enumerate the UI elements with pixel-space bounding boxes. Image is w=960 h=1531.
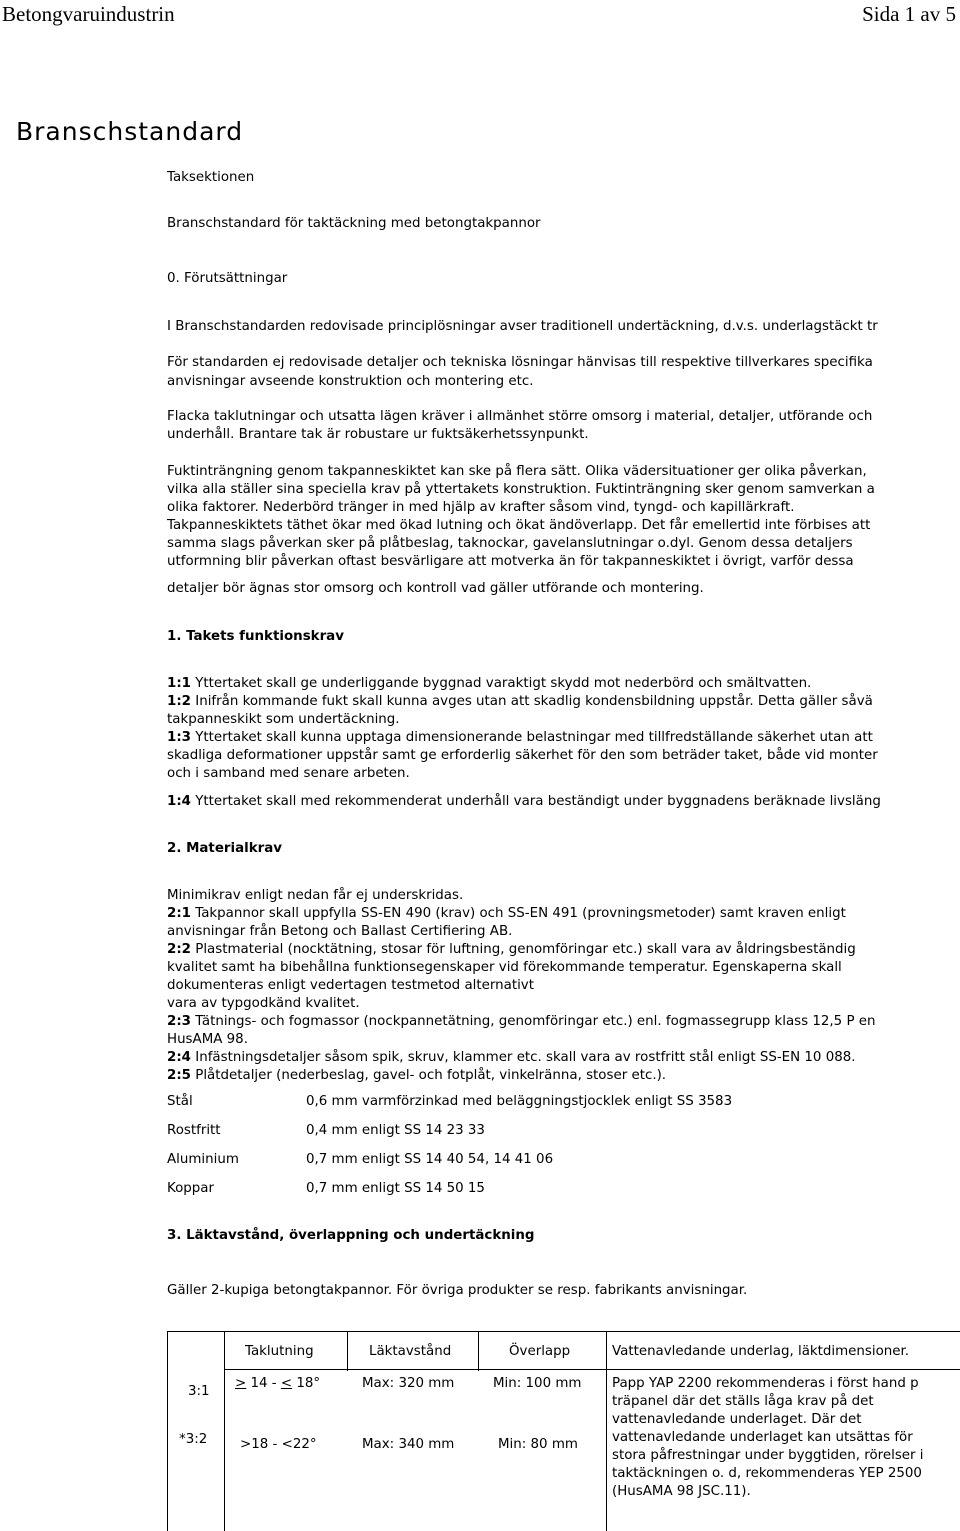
requirement-1-3-cont: skadliga deformationer uppstår samt ge erforderlig säkerhet för den som beträder taket, både vid monter — [167, 748, 878, 763]
table-note-line: stora påfrestningar under byggtiden, rörelser i — [612, 1448, 924, 1463]
material-intro: Minimikrav enligt nedan får ej underskridas. — [167, 888, 464, 903]
material-name: Aluminium — [167, 1152, 239, 1167]
requirement-text: Yttertaket skall ge underliggande byggnad varaktigt skydd mot nederbörd och smältvatten. — [191, 676, 812, 691]
table-row-id: 3:1 — [188, 1384, 210, 1399]
table-cell-overlap: Min: 100 mm — [493, 1376, 582, 1391]
requirement-text: Takpannor skall uppfylla SS-EN 490 (krav) och SS-EN 491 (provningsmetoder) samt kraven enligt — [191, 906, 846, 921]
table-note-line: Papp YAP 2200 rekommenderas i först hand p — [612, 1376, 919, 1391]
heading-0: 0. Förutsättningar — [167, 271, 288, 286]
table-row-id: *3:2 — [179, 1432, 208, 1447]
slope-text: 14 - — [246, 1376, 281, 1391]
material-spec: 0,6 mm varmförzinkad med beläggningstjocklek enligt SS 3583 — [306, 1094, 733, 1109]
requirement-text: Plastmaterial (nocktätning, stosar för luftning, genomföringar etc.) skall vara av åldringsbeständig — [191, 942, 856, 957]
requirement-label: 2:4 — [167, 1050, 191, 1065]
material-spec: 0,7 mm enligt SS 14 50 15 — [306, 1181, 485, 1196]
paragraph-2-line: För standarden ej redovisade detaljer och tekniska lösningar hänvisas till respektive tillverkares specifika — [167, 355, 873, 370]
paragraph-4-line: detaljer bör ägnas stor omsorg och kontroll vad gäller utförande och montering. — [167, 581, 704, 596]
material-2-1 — [167, 905, 846, 923]
paragraph-4-line: Takpanneskiktets täthet ökar med ökad lutning och ökat ändöverlapp. Det får emellertid inte förbises att — [167, 518, 871, 533]
material-2-3 — [167, 1013, 876, 1031]
paragraph-1: I Branschstandarden redovisade principlösningar avser traditionell undertäckning, d.v.s. underlagstäckt tr — [167, 319, 878, 334]
paragraph-2-line: anvisningar avseende konstruktion och montering etc. — [167, 374, 534, 389]
paragraph-3-line: underhåll. Brantare tak är robustare ur fuktsäkerhetssynpunkt. — [167, 427, 589, 442]
doc-subtitle: Branschstandard för taktäckning med betongtakpannor — [167, 216, 541, 231]
requirement-1-3 — [167, 729, 873, 747]
heading-3: 3. Läktavstånd, överlappning och undertäckning — [167, 1228, 535, 1243]
heading-2: 2. Materialkrav — [167, 841, 283, 856]
table-note-line: taktäckningen o. d, rekommenderas YEP 2500 — [612, 1466, 922, 1481]
material-name: Rostfritt — [167, 1123, 221, 1138]
table-border-top — [167, 1331, 960, 1332]
table-note-line: vattenavledande underlaget. Där det — [612, 1412, 862, 1427]
paragraph-4-line: vilka alla ställer sina speciella krav på yttertakets konstruktion. Fuktinträngning sker genom samverkan a — [167, 482, 875, 497]
paragraph-5: Gäller 2-kupiga betongtakpannor. För övriga produkter se resp. fabrikants anvisningar. — [167, 1283, 748, 1298]
doc-title: Branschstandard — [16, 117, 244, 146]
requirement-label: 2:3 — [167, 1014, 191, 1029]
paragraph-4-line: samma slags påverkan sker på plåtbeslag, taknockar, gavelanslutningar o.dyl. Genom dessa detaljers — [167, 536, 853, 551]
material-2-2-cont: dokumenteras enligt vedertagen testmetod alternativt — [167, 978, 534, 993]
requirement-label: 2:2 — [167, 942, 191, 957]
table-header: Läktavstånd — [369, 1344, 452, 1359]
requirement-1-1 — [167, 675, 811, 693]
requirement-label: 1:2 — [167, 694, 191, 709]
table-cell-slope: >18 - <22° — [240, 1437, 317, 1452]
heading-1: 1. Takets funktionskrav — [167, 629, 344, 644]
table-note-line: träpanel där det ställs låga krav på det — [612, 1394, 874, 1409]
table-border-left — [167, 1331, 168, 1531]
requirement-1-2-cont: takpanneskikt som undertäckning. — [167, 712, 400, 727]
material-name: Stål — [167, 1094, 193, 1109]
slope-text: 18° — [292, 1376, 321, 1391]
table-cell-lakt: Max: 320 mm — [362, 1376, 455, 1391]
table-col-divider — [606, 1331, 607, 1531]
requirement-label: 1:4 — [167, 794, 191, 809]
table-note-line: vattenavledande underlaget kan utsättas för — [612, 1430, 913, 1445]
header-page-number: Sida 1 av 5 — [862, 2, 956, 26]
slope-symbol: > — [235, 1376, 247, 1391]
material-spec: 0,4 mm enligt SS 14 23 33 — [306, 1123, 485, 1138]
material-2-2-cont: vara av typgodkänd kvalitet. — [167, 996, 360, 1011]
paragraph-4-line: olika faktorer. Nederbörd tränger in med hjälp av krafter såsom vind, tyngd- och kapillärkraft. — [167, 500, 795, 515]
requirement-1-2 — [167, 693, 873, 711]
table-cell-lakt: Max: 340 mm — [362, 1437, 455, 1452]
requirement-text: Plåtdetaljer (nederbeslag, gavel- och fotplåt, vinkelränna, stoser etc.). — [191, 1068, 667, 1083]
requirement-label: 1:1 — [167, 676, 191, 691]
material-2-2 — [167, 941, 856, 959]
material-2-2-cont: kvalitet samt ha bibehållna funktionsegenskaper vid förekommande temperatur. Egenskaperna skall — [167, 960, 842, 975]
requirement-1-4 — [167, 793, 881, 811]
requirement-text: Yttertaket skall med rekommenderat underhåll vara beständigt under byggnadens beräknade livsläng — [191, 794, 881, 809]
material-2-4 — [167, 1049, 856, 1067]
table-cell-overlap: Min: 80 mm — [498, 1437, 578, 1452]
paragraph-3-line: Flacka taklutningar och utsatta lägen kräver i allmänhet större omsorg i material, detaljer, utförande och — [167, 409, 873, 424]
paragraph-4-line: utformning blir påverkan oftast besvärligare att motverka än för takpanneskiktet i övrigt, varför dessa — [167, 554, 854, 569]
table-col-divider — [224, 1331, 225, 1531]
table-cell-slope — [235, 1376, 320, 1391]
table-header: Överlapp — [509, 1344, 571, 1359]
table-header: Taklutning — [245, 1344, 314, 1359]
header-org: Betongvaruindustrin — [2, 2, 175, 26]
material-2-1-cont: anvisningar från Betong och Ballast Certifiering AB. — [167, 924, 513, 939]
requirement-label: 2:1 — [167, 906, 191, 921]
table-col-divider — [478, 1331, 479, 1371]
material-spec: 0,7 mm enligt SS 14 40 54, 14 41 06 — [306, 1152, 554, 1167]
requirement-1-3-cont: och i samband med senare arbeten. — [167, 766, 410, 781]
requirement-text: Infästningsdetaljer såsom spik, skruv, klammer etc. skall vara av rostfritt stål enligt SS-EN 10 088. — [191, 1050, 856, 1065]
requirement-text: Inifrån kommande fukt skall kunna avges utan att skadlig kondensbildning uppstår. Detta gäller såvä — [191, 694, 873, 709]
material-name: Koppar — [167, 1181, 215, 1196]
section-name: Taksektionen — [167, 170, 255, 185]
table-header-separator — [224, 1369, 960, 1370]
requirement-label: 2:5 — [167, 1068, 191, 1083]
paragraph-4-line: Fuktinträngning genom takpanneskiktet kan ske på flera sätt. Olika vädersituationer ger olika påverkan, — [167, 464, 867, 479]
material-2-5 — [167, 1067, 666, 1085]
table-col-divider — [347, 1331, 348, 1371]
requirement-text: Tätnings- och fogmassor (nockpannetätning, genomföringar etc.) enl. fogmassegrupp klass 12,5 P en — [191, 1014, 876, 1029]
table-note-line: (HusAMA 98 JSC.11). — [612, 1484, 751, 1499]
requirement-label: 1:3 — [167, 730, 191, 745]
table-header: Vattenavledande underlag, läktdimensioner. — [612, 1344, 910, 1359]
requirement-text: Yttertaket skall kunna upptaga dimensionerande belastningar med tillfredställande säkerhet utan att — [191, 730, 873, 745]
material-2-3-cont: HusAMA 98. — [167, 1032, 248, 1047]
slope-symbol: < — [280, 1376, 293, 1391]
